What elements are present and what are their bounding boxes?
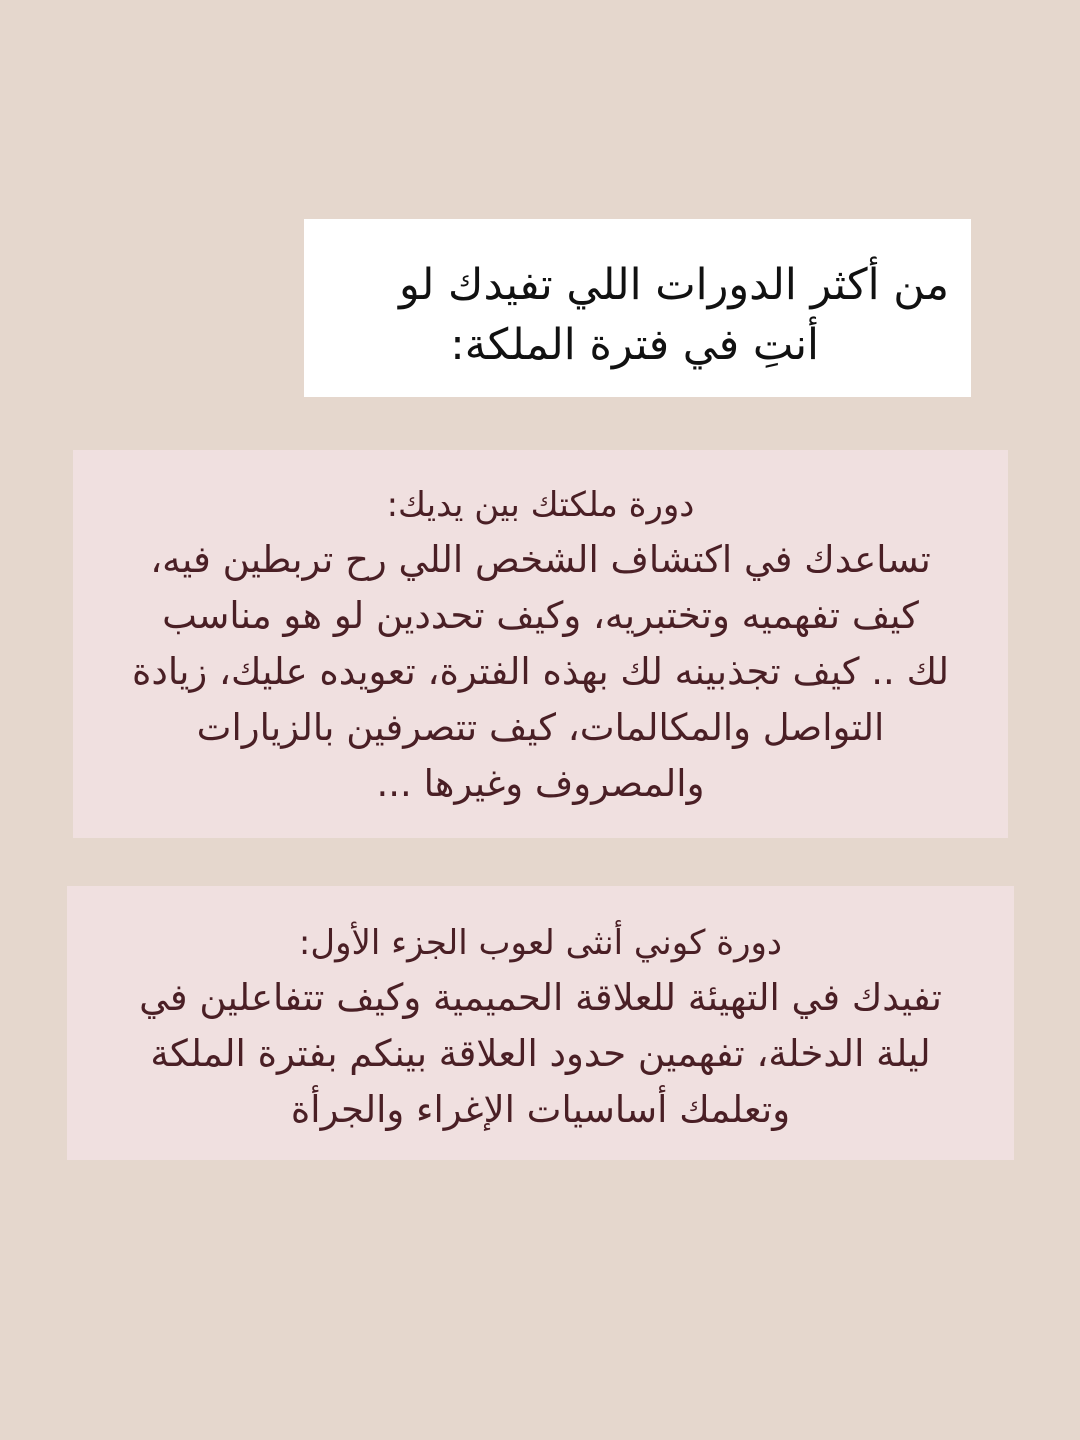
course-card-1 [73, 450, 1008, 838]
title-box [304, 219, 971, 397]
course-heading-1: دورة ملكتك بين يديك: [386, 485, 695, 525]
course-card-2 [67, 886, 1014, 1160]
course-2-line-3: وتعلمك أساسيات الإغراء والجرأة [290, 1088, 791, 1131]
title-line-1: من أكثر الدورات اللي تفيدك لو [399, 260, 949, 310]
course-1-line-5: والمصروف وغيرها ... [376, 762, 705, 805]
title-line-2: أنتِ في فترة الملكة: [450, 320, 819, 370]
course-1-line-4: التواصل والمكالمات، كيف تتصرفين بالزيارات [196, 706, 885, 749]
course-2-line-1: تفيدك في التهيئة للعلاقة الحميمية وكيف تتفاعلين في [139, 976, 942, 1019]
course-description-2 [67, 970, 1014, 1138]
course-1-line-2: كيف تفهميه وتختبريه، وكيف تحددين لو هو مناسب [162, 594, 919, 637]
course-1-line-1: تساعدك في اكتشاف الشخص اللي رح تربطين فيه، [150, 538, 931, 581]
course-1-line-3: لك .. كيف تجذبينه لك بهذه الفترة، تعويده عليك، زيادة [131, 650, 950, 693]
course-heading-2: دورة كوني أنثى لعوب الجزء الأول: [298, 923, 783, 963]
course-description-1 [73, 532, 1008, 812]
course-2-line-2: ليلة الدخلة، تفهمين حدود العلاقة بينكم بفترة الملكة [150, 1032, 931, 1075]
